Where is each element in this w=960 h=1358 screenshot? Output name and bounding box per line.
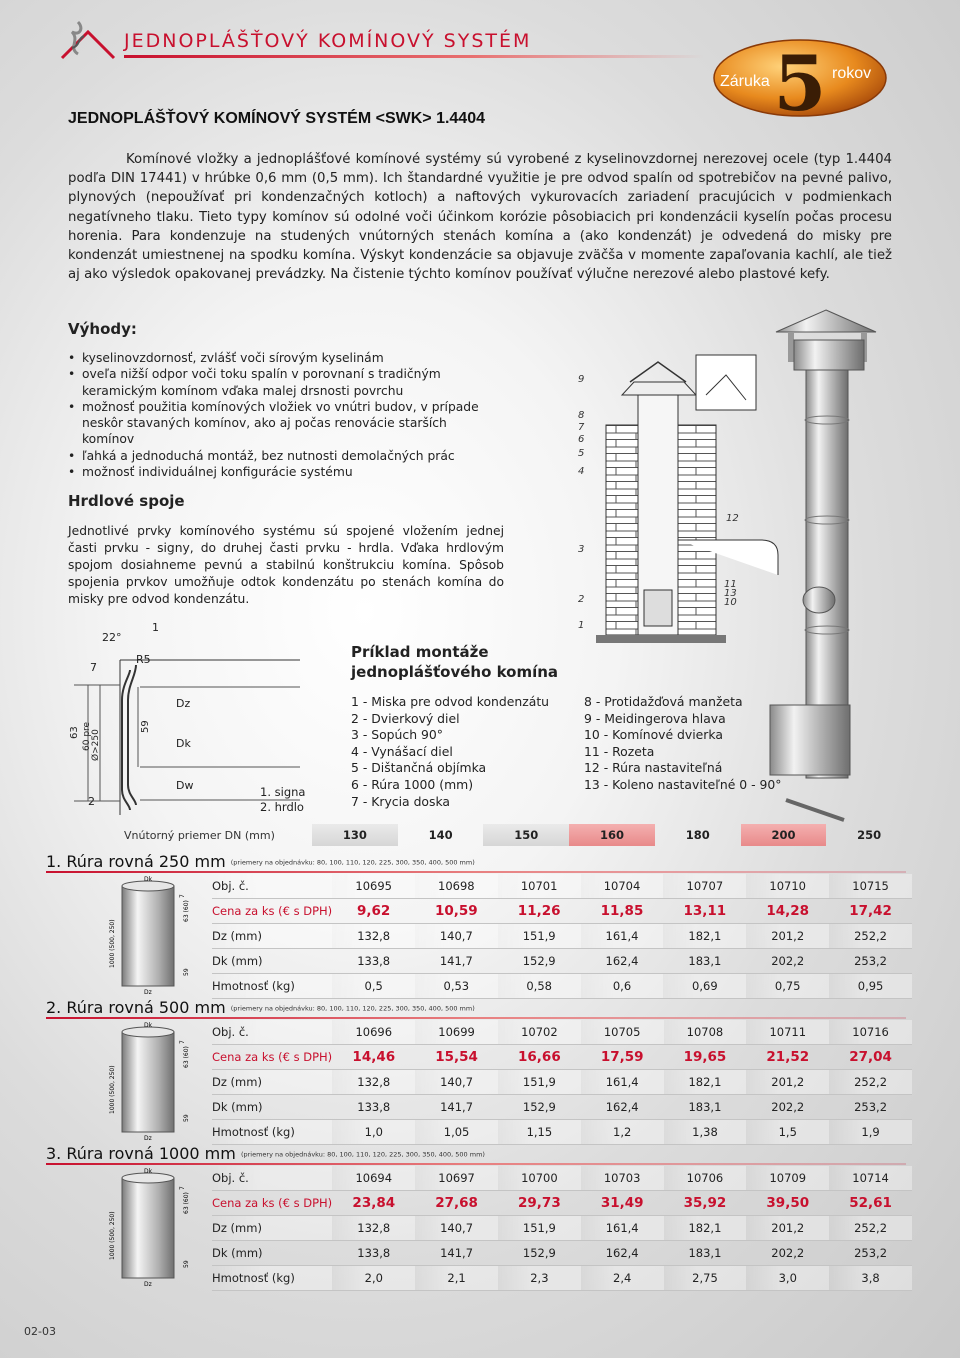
price-cell: 11,26 — [498, 899, 581, 924]
table-row — [212, 924, 912, 949]
drawing-label-7: 7 — [179, 1186, 186, 1190]
row-label: Dz (mm) — [212, 924, 332, 949]
legend-item: 4 - Vynášací diel — [351, 743, 453, 759]
table-cell: 1,05 — [415, 1120, 498, 1145]
table-row — [212, 949, 912, 974]
drawing-label-7: 7 — [179, 1040, 186, 1044]
table-cell: 0,6 — [581, 974, 664, 999]
section-title — [46, 998, 912, 1017]
drawing-label-63: 63 (60) — [183, 1046, 190, 1068]
price-cell: 39,50 — [746, 1191, 829, 1216]
badge-right-text: rokov — [832, 65, 872, 82]
callout-7: 7 — [578, 422, 585, 433]
dn-cell: 180 — [685, 828, 710, 842]
table-row — [212, 1191, 912, 1216]
price-cell: 19,65 — [664, 1045, 747, 1070]
table-cell: 10698 — [415, 874, 498, 899]
callout-2: 2 — [578, 594, 585, 605]
table-cell: 151,9 — [498, 1216, 581, 1241]
row-label: Dk (mm) — [212, 1095, 332, 1120]
drawing-label-dk: Dk — [144, 876, 153, 883]
table-cell: 10716 — [829, 1020, 912, 1045]
price-cell: 27,04 — [829, 1045, 912, 1070]
row-label: Dk (mm) — [212, 1241, 332, 1266]
table-cell: 10705 — [581, 1020, 664, 1045]
table-cell: 10696 — [332, 1020, 415, 1045]
callout-8: 8 — [578, 410, 585, 421]
table-cell: 133,8 — [332, 1095, 415, 1120]
table-cell: 10709 — [746, 1166, 829, 1191]
legend-item: 9 - Meidingerova hlava — [584, 710, 726, 726]
table-cell: 183,1 — [663, 949, 746, 974]
joint-legend-hrdlo: 2. hrdlo — [260, 800, 304, 814]
row-label: Obj. č. — [212, 1166, 332, 1191]
table-cell: 1,5 — [746, 1120, 829, 1145]
callout-10: 10 — [724, 597, 737, 608]
list-item: • oveľa nižší odpor voči toku spalín v porovnaní s tradičným keramickým komínom vďaka malej drsnosti povrchu — [68, 366, 488, 399]
table-cell: 253,2 — [829, 1095, 912, 1120]
dim-dw: Dw — [176, 779, 194, 792]
legend-item: 5 - Dištančná objímka — [351, 760, 487, 776]
drawing-label-dz: Dz — [144, 1281, 152, 1288]
drawing-label-dz: Dz — [144, 1135, 152, 1142]
callout-11: 11 — [724, 579, 737, 590]
table-row — [212, 1020, 912, 1045]
dim-63: 63 — [69, 726, 80, 739]
table-cell: 1,0 — [332, 1120, 415, 1145]
row-label: Dz (mm) — [212, 1070, 332, 1095]
table-cell: 0,53 — [415, 974, 498, 999]
example-title-line1: Príklad montáže — [351, 643, 489, 661]
example-title-line2: jednoplášťového komína — [351, 663, 559, 681]
table-cell: 10714 — [829, 1166, 912, 1191]
table-row — [212, 1070, 912, 1095]
table-cell: 161,4 — [581, 1070, 664, 1095]
dn-cell: 160 — [569, 824, 655, 846]
table-cell: 252,2 — [829, 1070, 912, 1095]
brand-underline — [124, 55, 704, 58]
drawing-label-63: 63 (60) — [183, 900, 190, 922]
callout-12: 12 — [726, 513, 739, 524]
table-cell: 10715 — [829, 874, 912, 899]
table-cell: 182,1 — [664, 1216, 747, 1241]
drawing-label-63: 63 (60) — [183, 1192, 190, 1214]
price-cell: 52,61 — [829, 1191, 912, 1216]
section-title-text: 3. Rúra rovná 1000 mm — [46, 1144, 236, 1163]
table-cell: 141,7 — [415, 949, 498, 974]
drawing-label-dz: Dz — [144, 989, 152, 996]
table-cell: 161,4 — [581, 924, 664, 949]
table-cell: 2,3 — [498, 1266, 581, 1291]
warranty-badge — [712, 30, 888, 120]
table-row — [212, 1095, 912, 1120]
table-cell: 201,2 — [746, 1070, 829, 1095]
table-cell: 252,2 — [829, 1216, 912, 1241]
callout-3: 3 — [578, 544, 585, 555]
section-divider — [46, 1163, 906, 1165]
table-row — [212, 974, 912, 999]
table-cell: 252,2 — [829, 924, 912, 949]
dim-60-pre: 60 pre — [82, 721, 92, 751]
dn-cell: 250 — [857, 828, 882, 842]
row-label: Obj. č. — [212, 1020, 332, 1045]
list-item: • kyselinovzdornosť, zvlášť voči sírovým kyselinám — [68, 350, 488, 366]
advantages-list — [68, 350, 488, 480]
row-label: Cena za ks (€ s DPH) — [212, 899, 332, 924]
table-cell: 10699 — [415, 1020, 498, 1045]
table-cell: 140,7 — [415, 1070, 498, 1095]
legend-item: 2 - Dvierkový diel — [351, 710, 460, 726]
section-divider — [46, 1017, 906, 1019]
brand-title: JEDNOPLÁŠŤOVÝ KOMÍNOVÝ SYSTÉM — [124, 30, 532, 52]
dim-dk: Dk — [176, 737, 191, 750]
table-cell: 183,1 — [664, 1241, 747, 1266]
table-cell: 10704 — [581, 874, 664, 899]
joints-text: Jednotlivé prvky komínového systému sú spojené vložením jednej časti prvku - signy, do druhej časti prvku - hrdla. Vďaka hrdlovým spojom dosiahneme pevnú a stabilnú konštrukciu komína. Spôsob spojenia prvkov umožňuje odtok kondenzátu po stenách komína do misky pre odvod kondenzátu. — [68, 524, 504, 606]
table-row — [212, 1266, 912, 1291]
legend-item: 3 - Sopúch 90° — [351, 727, 443, 743]
table-cell: 253,2 — [829, 949, 912, 974]
pipe-drawing — [104, 876, 194, 996]
price-cell: 17,42 — [829, 899, 912, 924]
table-cell: 0,75 — [746, 974, 829, 999]
row-label: Obj. č. — [212, 874, 332, 899]
callout-6: 6 — [578, 434, 585, 445]
table-cell: 183,1 — [664, 1095, 747, 1120]
page-number: 02-03 — [24, 1325, 56, 1338]
table-cell: 1,2 — [581, 1120, 664, 1145]
table-cell: 202,2 — [746, 1095, 829, 1120]
joint-legend — [260, 785, 305, 815]
table-cell: 151,9 — [498, 1070, 581, 1095]
dn-cell: 150 — [483, 824, 569, 846]
price-cell: 10,59 — [415, 899, 498, 924]
table-cell: 1,15 — [498, 1120, 581, 1145]
section-note: (priemery na objednávku: 80, 100, 110, 120, 225, 300, 350, 400, 500 mm) — [230, 858, 475, 867]
row-label: Cena za ks (€ s DPH) — [212, 1191, 332, 1216]
table-cell: 3,0 — [746, 1266, 829, 1291]
table-cell: 141,7 — [415, 1241, 498, 1266]
table-row — [212, 1166, 912, 1191]
section-title — [46, 1144, 912, 1163]
price-cell: 16,66 — [498, 1045, 581, 1070]
price-cell: 21,52 — [746, 1045, 829, 1070]
drawing-label-length: 1000 (500, 250) — [109, 1065, 116, 1114]
price-cell: 11,85 — [581, 899, 664, 924]
table-cell: 201,2 — [746, 924, 829, 949]
table-cell: 0,95 — [829, 974, 912, 999]
legend-item: 12 - Rúra nastaviteľná — [584, 760, 723, 776]
dn-label: Vnútorný priemer DN (mm) — [124, 829, 275, 842]
price-cell: 17,59 — [581, 1045, 664, 1070]
callout-1: 1 — [578, 620, 585, 631]
table-row — [212, 1216, 912, 1241]
dim-diameter: Ø>250 — [91, 729, 101, 761]
row-label: Hmotnosť (kg) — [212, 1266, 332, 1291]
legend-item: 6 - Rúra 1000 (mm) — [351, 776, 474, 792]
drawing-label-59: 59 — [183, 968, 190, 976]
table-cell: 161,4 — [581, 1216, 664, 1241]
intro-text: Komínové vložky a jednoplášťové komínové systémy sú vyrobené z kyselinovzdornej nerezovej ocele (typ 1.4404 podľa DIN 17441) v hrúbke 0,6 mm (0,5 mm). Ich štandardné využitie je pre odvod spalín od spotrebičov na pevné palivo, plynových (nepoužívať pri kondenzačných kotloch) a naftových vykurovacích zariadení pracujúcich v podmienkach negatívneho tlaku. Tieto typy komínov sú odolné voči účinkom korózie pôsobiacich pri kondenzácii kyselín počas procesu horenia. Para kondenzuje na studených vnútorných stenách komína a (ako kondenzát) je odvedená do misky pre kondenzát umiestnenej na spodku komína. Výskyt kondenzácie sa objavuje zväčša v momente zapaľovania kachlí, ale tiež aj ako výsledok opakovanej prevádzky. Na čistenie týchto komínov používať výlučne nerezové alebo plastové kefy. — [68, 152, 892, 283]
table-cell: 132,8 — [332, 1070, 415, 1095]
price-cell: 14,28 — [746, 899, 829, 924]
table-cell: 140,7 — [415, 1216, 498, 1241]
product-section-250 — [46, 852, 912, 996]
legend-item: 7 - Krycia doska — [351, 793, 451, 809]
price-table — [212, 1166, 912, 1291]
dn-cell: 200 — [741, 824, 827, 846]
price-cell: 27,68 — [415, 1191, 498, 1216]
drawing-label-7: 7 — [179, 894, 186, 898]
joint-number-1: 1 — [152, 621, 159, 634]
page-title: JEDNOPLÁŠŤOVÝ KOMÍNOVÝ SYSTÉM <SWK> 1.4404 — [68, 110, 485, 127]
table-cell: 2,75 — [664, 1266, 747, 1291]
table-cell: 10695 — [332, 874, 414, 899]
list-item: • možnosť individuálnej konfigurácie systému — [68, 464, 488, 480]
intro-paragraph — [68, 150, 892, 284]
table-cell: 10702 — [498, 1020, 581, 1045]
table-cell: 1,9 — [829, 1120, 912, 1145]
table-cell: 10694 — [332, 1166, 415, 1191]
table-cell: 2,4 — [581, 1266, 664, 1291]
legend-left — [351, 694, 549, 810]
table-cell: 152,9 — [498, 949, 581, 974]
table-cell: 0,69 — [663, 974, 746, 999]
table-row — [212, 1045, 912, 1070]
row-label: Dz (mm) — [212, 1216, 332, 1241]
list-item: • ľahká a jednoduchá montáž, bez nutnosti demolačných prác — [68, 448, 488, 464]
pipe-drawing — [104, 1168, 194, 1288]
row-label: Hmotnosť (kg) — [212, 974, 332, 999]
table-cell: 3,8 — [829, 1266, 912, 1291]
table-cell: 133,8 — [332, 949, 414, 974]
dn-header-row — [312, 824, 912, 846]
table-cell: 2,1 — [415, 1266, 498, 1291]
drawing-label-59: 59 — [183, 1114, 190, 1122]
price-cell: 15,54 — [415, 1045, 498, 1070]
dn-cell: 140 — [428, 828, 453, 842]
row-label: Dk (mm) — [212, 949, 332, 974]
table-cell: 162,4 — [581, 1241, 664, 1266]
table-cell: 152,9 — [498, 1241, 581, 1266]
advantages-title: Výhody: — [68, 320, 137, 338]
badge-left-text: Záruka — [720, 73, 770, 90]
table-cell: 10711 — [746, 1020, 829, 1045]
price-cell: 29,73 — [498, 1191, 581, 1216]
section-divider — [46, 871, 906, 873]
drawing-label-length: 1000 (500, 250) — [109, 1211, 116, 1260]
dim-59: 59 — [140, 720, 151, 733]
table-cell: 151,9 — [498, 924, 581, 949]
table-cell: 152,9 — [498, 1095, 581, 1120]
table-cell: 10700 — [498, 1166, 581, 1191]
callout-4: 4 — [578, 466, 585, 477]
dim-dz: Dz — [176, 697, 191, 710]
table-cell: 10710 — [746, 874, 829, 899]
radius-label: R5 — [136, 653, 151, 666]
dn-cell: 130 — [312, 824, 398, 846]
table-cell: 140,7 — [415, 924, 498, 949]
section-title-text: 1. Rúra rovná 250 mm — [46, 852, 226, 871]
table-cell: 10701 — [498, 874, 581, 899]
table-cell: 202,2 — [746, 949, 829, 974]
product-section-1000 — [46, 1144, 912, 1288]
table-cell: 182,1 — [664, 1070, 747, 1095]
table-cell: 1,38 — [664, 1120, 747, 1145]
table-cell: 10697 — [415, 1166, 498, 1191]
table-cell: 10706 — [664, 1166, 747, 1191]
table-cell: 202,2 — [746, 1241, 829, 1266]
callout-13: 13 — [724, 588, 737, 599]
table-cell: 132,8 — [332, 924, 414, 949]
pipe-drawing — [104, 1022, 194, 1142]
legend-right — [584, 694, 782, 794]
drawing-label-dk: Dk — [144, 1168, 153, 1175]
price-cell: 31,49 — [581, 1191, 664, 1216]
legend-item: 10 - Komínové dvierka — [584, 727, 723, 743]
table-cell: 132,8 — [332, 1216, 415, 1241]
legend-item: 8 - Protidažďová manžeta — [584, 694, 743, 709]
angle-label: 22° — [102, 631, 122, 644]
price-cell: 14,46 — [332, 1045, 415, 1070]
company-logo-icon — [58, 18, 118, 68]
joint-legend-signa: 1. signa — [260, 785, 306, 799]
price-table — [212, 1020, 912, 1145]
callout-9: 9 — [578, 374, 585, 385]
callout-5: 5 — [578, 448, 585, 459]
product-section-500 — [46, 998, 912, 1142]
price-table — [212, 874, 912, 999]
joints-title: Hrdlové spoje — [68, 492, 185, 510]
table-cell: 133,8 — [332, 1241, 415, 1266]
table-cell: 182,1 — [663, 924, 746, 949]
price-cell: 35,92 — [664, 1191, 747, 1216]
legend-item: 13 - Koleno nastaviteľné 0 - 90° — [584, 776, 782, 792]
legend-item: 11 - Rozeta — [584, 743, 655, 759]
price-cell: 13,11 — [663, 899, 746, 924]
table-cell: 10708 — [664, 1020, 747, 1045]
table-row — [212, 899, 912, 924]
table-row — [212, 1241, 912, 1266]
table-cell: 201,2 — [746, 1216, 829, 1241]
section-note: (priemery na objednávku: 80, 100, 110, 120, 225, 300, 350, 400, 500 mm) — [230, 1004, 475, 1013]
table-cell: 10703 — [581, 1166, 664, 1191]
badge-number: 5 — [773, 39, 827, 120]
table-cell: 2,0 — [332, 1266, 415, 1291]
price-cell: 9,62 — [332, 899, 414, 924]
price-cell: 23,84 — [332, 1191, 415, 1216]
drawing-label-length: 1000 (500, 250) — [109, 919, 116, 968]
table-cell: 141,7 — [415, 1095, 498, 1120]
legend-item: 1 - Miska pre odvod kondenzátu — [351, 694, 550, 709]
table-row — [212, 1120, 912, 1145]
example-title — [351, 642, 558, 682]
table-cell: 0,5 — [332, 974, 414, 999]
drawing-label-dk: Dk — [144, 1022, 153, 1029]
drawing-label-59: 59 — [183, 1260, 190, 1268]
section-title-text: 2. Rúra rovná 500 mm — [46, 998, 226, 1017]
table-cell: 253,2 — [829, 1241, 912, 1266]
list-item: • možnosť použitia komínových vložiek vo vnútri budov, v prípade neskôr stavaných komínov, ako aj počas renovácie starších komínov — [68, 399, 488, 448]
table-cell: 0,58 — [498, 974, 581, 999]
table-cell: 10707 — [663, 874, 746, 899]
dim-7: 7 — [90, 661, 97, 674]
table-cell: 162,4 — [581, 1095, 664, 1120]
row-label: Cena za ks (€ s DPH) — [212, 1045, 332, 1070]
section-note: (priemery na objednávku: 80, 100, 110, 120, 225, 300, 350, 400, 500 mm) — [240, 1150, 485, 1159]
table-row — [212, 874, 912, 899]
row-label: Hmotnosť (kg) — [212, 1120, 332, 1145]
joint-number-2: 2 — [88, 795, 95, 808]
section-title — [46, 852, 912, 871]
table-cell: 162,4 — [581, 949, 664, 974]
